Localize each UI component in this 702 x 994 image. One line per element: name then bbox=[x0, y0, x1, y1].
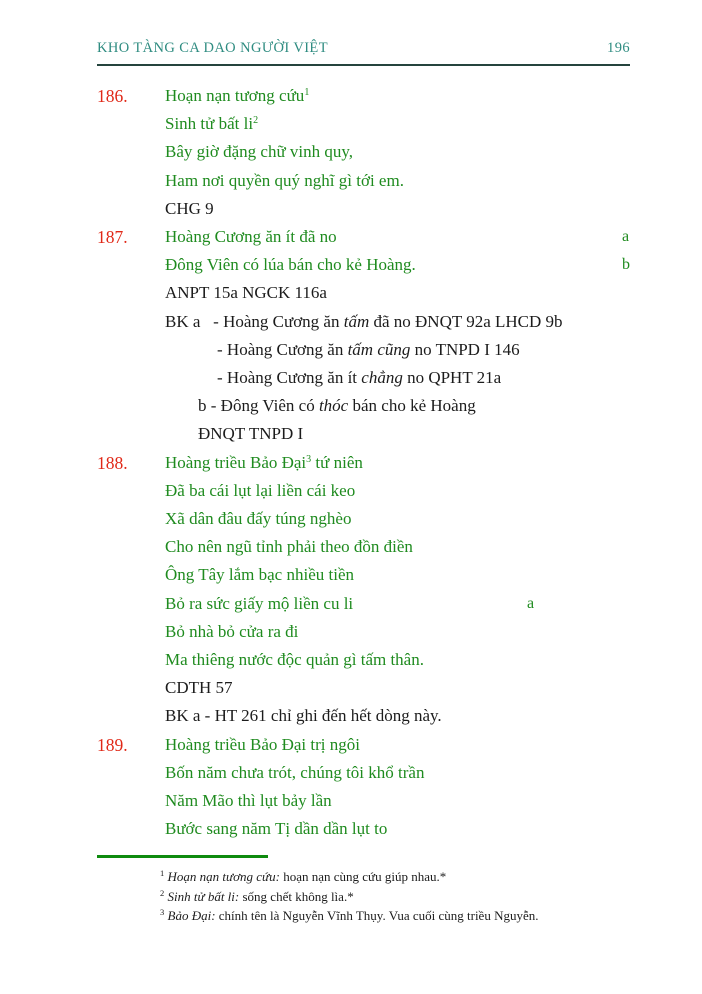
text-segment: Năm Mão thì lụt bảy lần bbox=[165, 791, 332, 811]
footnote-text: chính tên là Nguyễn Vĩnh Thụy. Vua cuối cùng triều Nguyễn. bbox=[215, 908, 539, 924]
variant-marker: a bbox=[622, 228, 630, 246]
footnote-reference-superscript: 1 bbox=[304, 87, 310, 98]
page-header bbox=[97, 40, 630, 66]
entries bbox=[97, 82, 645, 843]
footnote-number: 2 bbox=[160, 887, 165, 898]
verse-line bbox=[165, 251, 645, 279]
text-segment: no QPHT 21a bbox=[402, 368, 502, 388]
text-segment: Bốn năm chưa trót, chúng tôi khổ trần bbox=[165, 762, 425, 782]
text-segment: Ma thiêng nước độc quản gì tấm thân. bbox=[165, 650, 424, 670]
verse-line bbox=[165, 505, 645, 533]
verse-line bbox=[165, 787, 645, 815]
verse-line bbox=[165, 815, 645, 843]
footnote bbox=[160, 887, 630, 907]
entry-number: 189. bbox=[97, 734, 128, 755]
verse-line bbox=[165, 138, 645, 166]
footnote-reference-superscript: 2 bbox=[253, 115, 259, 127]
verse-line bbox=[165, 731, 645, 759]
text-segment: Hoàng Cương ăn ít đã no bbox=[165, 227, 337, 247]
footnote-number: 3 bbox=[160, 907, 165, 918]
reference-line bbox=[165, 674, 645, 702]
verse-line bbox=[165, 82, 645, 110]
verse-line bbox=[165, 223, 645, 251]
reference-line bbox=[165, 420, 645, 448]
text-segment: ĐNQT TNPD I bbox=[198, 424, 304, 444]
text-segment: CDTH 57 bbox=[165, 678, 233, 698]
text-segment: CHG 9 bbox=[165, 198, 214, 218]
reference-line bbox=[165, 336, 645, 364]
text-segment: tứ niên bbox=[311, 452, 363, 472]
text-segment: chẳng bbox=[361, 368, 403, 388]
reference-line bbox=[165, 364, 645, 392]
verse-line bbox=[165, 533, 645, 561]
verse-line bbox=[165, 477, 645, 505]
verse-line bbox=[165, 561, 645, 589]
text-segment: BK a - HT 261 chỉ ghi đến hết dòng này. bbox=[165, 706, 442, 726]
footnote-text: hoạn nạn cùng cứu giúp nhau.* bbox=[279, 869, 447, 884]
entry-number: 188. bbox=[97, 452, 128, 473]
book-title: KHO TÀNG CA DAO NGƯỜI VIỆT bbox=[97, 40, 328, 56]
text-segment: Hoạn nạn tương cứu bbox=[165, 86, 305, 105]
verse-line bbox=[165, 449, 645, 477]
text-segment: BK a - Hoàng Cương ăn bbox=[165, 311, 344, 331]
entry bbox=[97, 223, 645, 449]
text-segment: - Hoàng Cương ăn bbox=[217, 339, 348, 359]
footnote-reference-superscript: 3 bbox=[306, 453, 312, 465]
text-segment: Xã dân đâu đấy túng nghèo bbox=[165, 509, 352, 529]
text-segment: Bước sang năm Tị dần dần lụt to bbox=[165, 819, 388, 839]
variant-marker: b bbox=[622, 256, 630, 274]
verse-line bbox=[165, 759, 645, 787]
text-segment: no TNPD I 146 bbox=[410, 339, 520, 359]
verse-line bbox=[165, 167, 645, 195]
text-segment: tấm bbox=[343, 311, 370, 331]
footnote bbox=[160, 867, 630, 887]
reference-line bbox=[165, 392, 645, 420]
text-segment: Đông Viên có lúa bán cho kẻ Hoàng. bbox=[165, 255, 416, 275]
reference-line bbox=[165, 195, 645, 223]
entry-number: 186. bbox=[97, 86, 128, 106]
footnote-text: sống chết không lìa.* bbox=[239, 888, 354, 904]
footnote-separator-rule bbox=[97, 855, 268, 858]
footnote-number: 1 bbox=[160, 868, 165, 878]
text-segment: ANPT 15a NGCK 116a bbox=[165, 283, 327, 303]
variant-marker: a bbox=[527, 594, 535, 612]
entry bbox=[97, 449, 645, 731]
footnotes bbox=[160, 867, 630, 926]
text-segment: Bỏ nhà bỏ cửa ra đi bbox=[165, 621, 299, 641]
footnote-term: Bảo Đại: bbox=[167, 908, 216, 924]
entry bbox=[97, 82, 645, 223]
text-segment: - Hoàng Cương ăn ít bbox=[217, 368, 362, 388]
entry bbox=[97, 731, 645, 844]
text-segment: Ông Tây lắm bạc nhiều tiền bbox=[165, 565, 354, 585]
verse-line bbox=[165, 646, 645, 674]
text-segment: tấm cũng bbox=[347, 339, 411, 359]
footnote bbox=[160, 906, 630, 926]
text-segment: Ham nơi quyền quý nghĩ gì tới em. bbox=[165, 170, 404, 190]
text-segment: thóc bbox=[318, 396, 349, 416]
footnote-term: Hoạn nạn tương cứu: bbox=[167, 869, 280, 884]
verse-line bbox=[165, 618, 645, 646]
reference-line bbox=[165, 308, 645, 336]
page-number: 196 bbox=[607, 40, 630, 56]
verse-line bbox=[165, 110, 645, 138]
text-segment: đã no ĐNQT 92a LHCD 9b bbox=[369, 311, 563, 331]
text-segment: Hoàng triều Bảo Đại trị ngôi bbox=[165, 734, 360, 754]
text-segment: Bỏ ra sức giấy mộ liền cu li bbox=[165, 593, 354, 613]
reference-line bbox=[165, 279, 645, 307]
text-segment: Sinh tử bất li bbox=[165, 114, 254, 134]
text-segment: Hoàng triều Bảo Đại bbox=[165, 452, 307, 472]
entry-number: 187. bbox=[97, 227, 128, 248]
text-segment: Bây giờ đặng chữ vinh quy, bbox=[165, 142, 354, 162]
reference-line bbox=[165, 702, 645, 730]
verse-line bbox=[165, 590, 645, 618]
text-segment: Đã ba cái lụt lại liền cái keo bbox=[165, 480, 356, 500]
footnote-term: Sinh tử bất li: bbox=[167, 888, 240, 904]
text-segment: b - Đông Viên có bbox=[198, 396, 319, 416]
text-segment: bán cho kẻ Hoàng bbox=[348, 396, 476, 416]
text-segment: Cho nên ngũ tỉnh phải theo đồn điền bbox=[165, 537, 413, 557]
